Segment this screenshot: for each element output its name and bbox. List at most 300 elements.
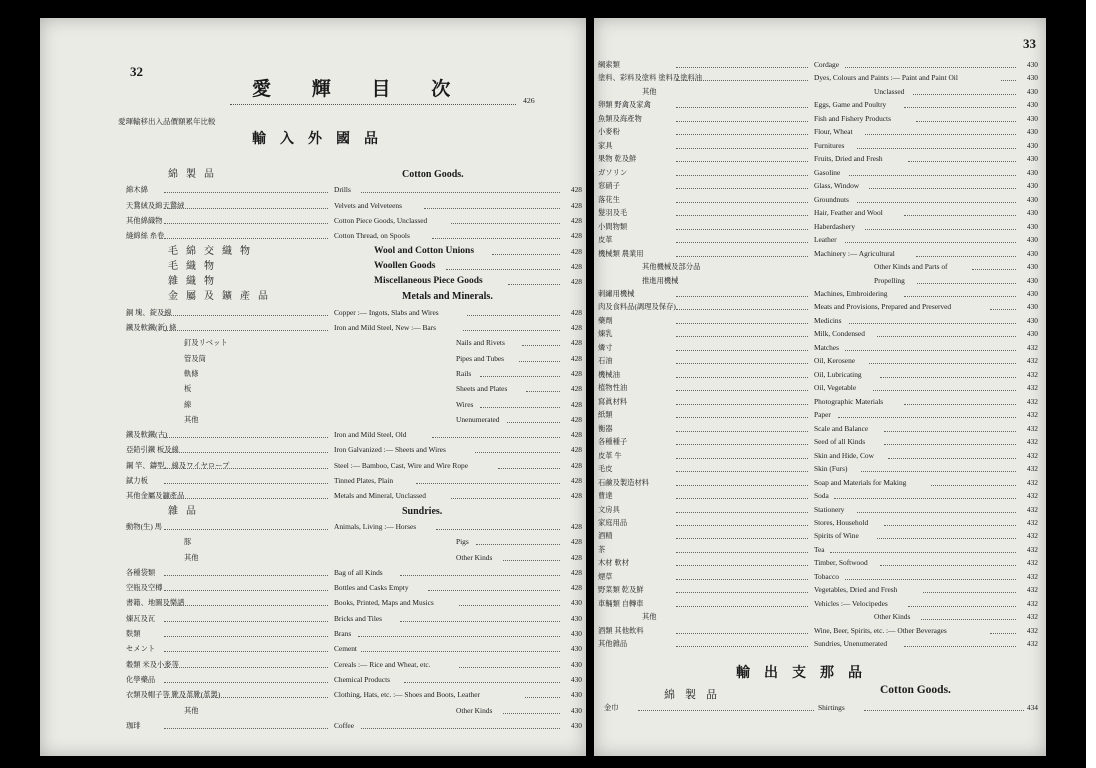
leader [164,590,328,591]
index-en: Medicins [814,315,842,325]
index-page: 430 [570,629,582,638]
index-jp: 金屬及鑛產品 [168,291,276,303]
index-en: Metals and Mineral, Unclassed [334,491,426,501]
index-row [126,321,582,335]
leader [990,633,1016,634]
index-row [126,474,582,488]
index-page: 430 [1026,86,1038,96]
index-page: 432 [1026,571,1038,581]
index-row [598,610,1038,624]
index-row [126,627,582,641]
index-row [126,566,582,580]
leader [164,437,328,438]
index-jp: 其他 [642,612,657,622]
index-en: Spirits of Wine [814,531,859,541]
leader [921,619,1016,620]
index-row [126,245,582,259]
index-row [126,260,582,274]
index-row [126,183,582,197]
index-jp: 化學藥品 [126,674,156,684]
leader [164,315,328,316]
leader [436,529,561,530]
index-row [126,275,582,289]
index-jp: 釘及リベット [184,338,228,348]
index-en: Oil, Lubricating [814,369,862,379]
index-en: Iron and Mild Steel, New :— Bars [334,323,437,332]
leader [865,134,1016,135]
intro-leader [230,104,516,105]
index-page: 430 [570,598,582,608]
index-row [126,688,582,702]
index-page: 428 [570,460,582,470]
index-page: 432 [1026,612,1038,622]
leader [676,229,808,230]
index-row [598,449,1038,463]
index-jp: 縫綿絲 糸卷 [126,231,165,241]
index-jp: 茶 [598,544,606,554]
leader [904,646,1016,647]
index-page: 432 [1026,598,1038,608]
index-jp: 線 [184,399,192,409]
index-en: Sheets and Plates [456,384,508,394]
index-row [598,58,1038,72]
index-en: Steel :— Bamboo, Cast, Wire and Wire Rope [334,460,468,470]
index-en: Animals, Living :— Horses [334,521,417,531]
index-jp: 鐵及軟鐵(古) [126,430,168,440]
index-jp: 毛皮 [598,464,613,474]
index-page: 432 [1026,491,1038,501]
leader [916,121,1017,122]
index-jp: 煙草 [598,571,613,581]
index-en: Bag of all Kinds [334,567,383,577]
index-en: Haberdashery [814,221,856,231]
leader [164,621,328,622]
leader [834,498,1016,499]
index-page: 432 [1026,383,1038,393]
index-page: 430 [570,690,582,700]
export-row-en: Shirtings [818,703,845,712]
leader [864,710,1024,711]
index-jp: 雜品 [168,505,204,517]
index-page: 428 [570,353,582,363]
leader [164,529,328,530]
index-row [598,556,1038,570]
leader [676,256,808,257]
index-row [598,206,1038,220]
export-sub-en: Cotton Goods. [880,684,951,696]
index-page: 432 [1026,437,1038,447]
index-page: 430 [570,705,582,715]
leader [451,498,560,499]
index-row [126,704,582,718]
index-jp: 板 [184,384,192,394]
leader [877,538,1017,539]
index-jp: 空瓶及空樽 [126,583,163,593]
leader [913,94,1016,95]
leader [857,148,1016,149]
index-en: Skin (Furs) [814,464,848,474]
leader [676,148,808,149]
leader [676,134,808,135]
index-jp: 其他綿織物 [126,215,163,225]
index-page: 430 [570,613,582,623]
index-jp: ガソリン [598,167,628,177]
leader [676,390,808,391]
index-page: 432 [1026,410,1038,420]
index-page: 430 [1026,275,1038,285]
leader [857,202,1016,203]
leader [676,606,808,607]
index-page: 432 [1026,356,1038,366]
index-page: 432 [1026,450,1038,460]
index-row [598,300,1038,314]
index-page: 430 [1026,100,1038,110]
index-jp: 穀類 米及小麥等 [126,659,179,669]
leader [857,512,1016,513]
leader [931,485,1016,486]
index-row [598,98,1038,112]
leader [358,636,561,637]
index-jp: 鋼 竿、鑄型、線及ワイヤロープ [126,460,230,470]
index-jp: 小麥粉 [598,127,620,137]
leader [884,525,1016,526]
index-jp: 窓硝子 [598,181,620,191]
index-page: 430 [1026,288,1038,298]
index-en: Scale and Balance [814,423,869,433]
leader [904,296,1016,297]
index-page: 428 [570,261,582,271]
leader [676,323,808,324]
leader [990,309,1016,310]
index-en: Drills [334,185,351,195]
index-en: Meats and Provisions, Prepared and Preserved [814,302,952,312]
index-row [598,637,1038,651]
index-jp: 毛織物 [168,260,222,272]
index-page: 430 [1026,60,1038,69]
index-en: Matches [814,342,840,352]
index-jp: 寫眞材料 [598,396,628,406]
leader [845,242,1016,243]
index-page: 432 [1026,531,1038,541]
index-en: Wine, Beer, Spirits, etc. :— Other Beverages [814,625,947,635]
index-page: 430 [570,644,582,654]
index-row [126,459,582,473]
index-jp: 綱索類 [598,60,620,69]
index-row [126,168,582,182]
index-jp: 木材 軟材 [598,558,630,568]
leader [164,667,328,668]
leader [676,67,808,68]
leader [676,512,808,513]
leader [428,590,560,591]
index-page: 430 [1026,73,1038,83]
index-en: Soap and Materials for Making [814,477,907,487]
index-en: Flour, Wheat [814,127,853,137]
leader [861,471,1016,472]
index-row [126,443,582,457]
index-en: Tea [814,544,825,554]
index-en: Skin and Hide, Cow [814,450,874,460]
leader [526,391,560,392]
index-jp: 毛綿交織物 [168,245,258,257]
leader [424,208,560,209]
leader [676,242,808,243]
leader [676,309,808,310]
index-jp: 文房具 [598,504,620,514]
export-row-page: 434 [1026,703,1038,712]
index-page: 430 [1026,248,1038,258]
index-en: Metals and Minerals. [402,291,493,303]
index-row [126,214,582,228]
index-jp: 雜織物 [168,276,222,288]
index-en: Tinned Plates, Plain [334,476,394,485]
leader [507,422,560,423]
leader [849,323,1016,324]
leader [475,452,561,453]
index-page: 430 [1026,302,1038,312]
index-page: 428 [570,277,582,287]
index-page: 428 [570,200,582,210]
index-en: Bottles and Casks Empty [334,583,409,593]
index-row [598,354,1038,368]
index-page: 428 [570,476,582,485]
index-en: Copper :— Ingots, Slabs and Wires [334,307,439,317]
index-page: 428 [570,583,582,593]
leader [480,376,561,377]
leader [917,283,1016,284]
leader [676,646,808,647]
index-en: Propelling [874,275,905,285]
index-row [598,597,1038,611]
index-page: 430 [1026,208,1038,218]
leader [676,202,808,203]
index-en: Cotton Piece Goods, Unclassed [334,215,428,225]
index-en: Nails and Rivets [456,338,505,348]
index-jp: 綿製品 [168,169,222,180]
index-en: Photographic Materials [814,396,884,406]
index-row [598,193,1038,207]
index-page: 428 [570,414,582,424]
index-en: Sundries. [402,505,443,517]
index-page: 428 [570,307,582,317]
leader [838,417,1017,418]
leader [830,552,1016,553]
index-en: Sundries, Unenumerated [814,639,888,649]
index-jp: 車輛類 自轉車 [598,598,644,608]
scan-edge [1086,0,1096,768]
index-en: Cordage [814,60,840,69]
index-row [598,274,1038,288]
index-row [126,382,582,396]
index-page: 432 [1026,544,1038,554]
leader [676,107,808,108]
leader [845,67,1016,68]
index-page: 432 [1026,396,1038,406]
index-page: 432 [1026,585,1038,595]
leader [522,345,560,346]
intro-page: 426 [523,96,535,105]
index-page: 428 [570,567,582,577]
index-row [598,583,1038,597]
index-jp: 豚 [184,537,192,547]
leader [676,498,808,499]
leader [164,483,328,484]
export-sub-jp: 綿製品 [664,689,727,701]
leader [164,651,328,652]
index-row [598,570,1038,584]
index-row [126,336,582,350]
leader [869,363,1016,364]
index-jp: 家庭用品 [598,517,628,527]
index-jp: 其他 [642,86,657,96]
index-row [598,287,1038,301]
index-jp: 煉瓦及瓦 [126,613,156,623]
index-page: 428 [570,399,582,409]
leader [404,682,560,683]
leader [888,458,1016,459]
index-jp: 其他雜品 [598,639,628,649]
index-row [598,543,1038,557]
index-jp: 燐寸 [598,342,613,352]
index-en: Pipes and Tubes [456,353,505,363]
index-row [598,381,1038,395]
leader [451,223,560,224]
index-row [126,612,582,626]
index-en: Pigs [456,537,469,547]
leader [880,377,1016,378]
leader [361,192,560,193]
index-row [598,166,1038,180]
leader [904,215,1016,216]
leader [164,728,328,729]
export-heading: 輸出支那品 [736,666,876,681]
index-row [598,152,1038,166]
import-heading: 輸入外國品 [252,132,392,147]
index-row [126,489,582,503]
index-en: Chemical Products [334,674,391,684]
index-page: 428 [570,552,582,562]
leader [845,579,1016,580]
index-row [598,139,1038,153]
index-en: Machines, Embroidering [814,288,888,298]
index-page: 432 [1026,342,1038,352]
index-row [126,413,582,427]
index-jp: 刺繡用機械 [598,288,635,298]
leader [676,296,808,297]
leader [676,431,808,432]
index-jp: 落花生 [598,194,620,204]
index-jp: 果物 乾及鮮 [598,154,637,164]
index-page: 430 [1026,315,1038,325]
export-row-jp: 金巾 [604,703,619,712]
index-page: 430 [1026,167,1038,177]
index-jp: 酒精 [598,531,613,541]
index-en: Stores, Household [814,517,869,527]
index-row [598,368,1038,382]
index-jp: 天鵞絨及綿天鵞絨 [126,200,185,210]
index-page: 430 [1026,113,1038,123]
index-jp: 其他金屬及鑛產品 [126,491,185,501]
index-en: Stationery [814,504,845,514]
index-en: Hair, Feather and Wool [814,208,883,218]
leader [525,697,560,698]
index-page: 428 [570,384,582,394]
index-page: 428 [570,185,582,195]
leader [676,633,808,634]
index-row [126,596,582,610]
leader [676,485,808,486]
index-page: 432 [1026,639,1038,649]
index-row [126,290,582,304]
index-en: Tobacco [814,571,839,581]
index-page: 428 [570,368,582,378]
index-jp: 酒類 其他飲料 [598,625,644,635]
index-row [598,314,1038,328]
index-en: Books, Printed, Maps and Musics [334,598,434,608]
leader [676,350,808,351]
index-row [598,529,1038,543]
page-number-left: 32 [130,64,143,79]
index-jp: 石油 [598,356,613,366]
index-row [126,673,582,687]
index-row [126,581,582,595]
index-jp: 曹達 [598,491,613,501]
index-en: Cereals :— Rice and Wheat, etc. [334,659,431,669]
leader [908,161,1016,162]
leader [676,444,808,445]
index-en: Dyes, Colours and Paints :— Paint and Paint Oil [814,73,958,83]
index-jp: 其他機械及部分品 [642,262,701,272]
leader [873,390,1016,391]
index-jp: 綿木綿 [126,185,148,195]
index-page: 428 [570,430,582,440]
index-row [598,85,1038,99]
index-page: 428 [570,323,582,332]
leader [164,575,328,576]
index-row [598,125,1038,139]
index-en: Fruits, Dried and Fresh [814,154,883,164]
index-en: Paper [814,410,831,420]
index-jp: 各種種子 [598,437,628,447]
index-en: Other Kinds and Parts of [874,262,948,272]
leader [676,417,808,418]
index-en: Bricks and Tiles [334,613,383,623]
index-en: Milk, Condensed [814,329,865,339]
index-row [126,229,582,243]
index-row [598,408,1038,422]
index-jp: 家具 [598,140,613,150]
index-jp: 髮羽及毛 [598,208,628,218]
index-page: 430 [1026,221,1038,231]
index-jp: 銅 塊、錠及線 [126,307,172,317]
leader [676,565,808,566]
index-jp: 塗料、彩料及塗料 塗料及塗料油 [598,73,702,83]
index-en: Other Kinds [456,552,493,562]
leader [498,468,560,469]
leader [676,552,808,553]
page-number-right: 33 [1023,36,1036,51]
index-jp: 衡器 [598,423,613,433]
leader [432,238,560,239]
index-jp: 植物性油 [598,383,628,393]
index-row [126,535,582,549]
leader [503,560,560,561]
leader [676,336,808,337]
index-row [598,476,1038,490]
index-en: Wool and Cotton Unions [374,245,475,256]
index-en: Groundnuts [814,194,849,204]
leader [676,80,808,81]
